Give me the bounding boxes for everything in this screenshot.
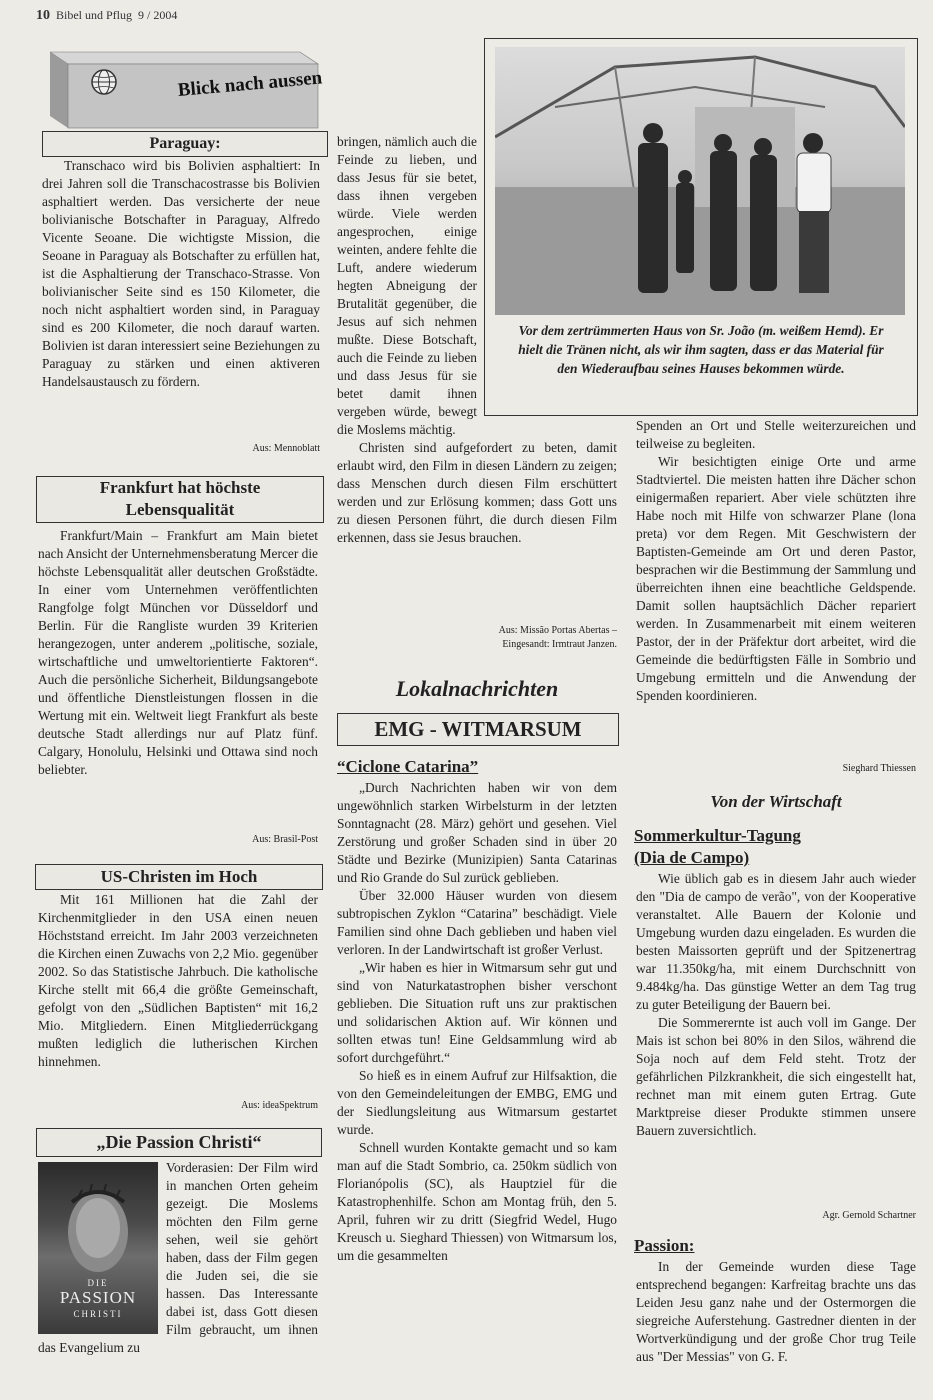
passion2-heading: Passion: [634,1236,695,1255]
emg-heading: EMG - WITMARSUM [374,717,582,741]
ciclone-p3: „Wir haben es hier in Witmarsum sehr gut und sind von Naturkatastrophen bisher verschont geblieben. Die Situation ruft uns zur praktischen und solidarischen Aktion auf. Wir können und sollten etwas tun! Eine Geldsammlung wird ab sofort durchgeführt.“ [337,960,617,1065]
poster-float-spacer [38,1159,166,1336]
frankfurt-article [38,527,318,779]
photo-scene [495,47,905,315]
uschristen-heading-box [35,864,323,890]
photo-caption: Vor dem zertrümmerten Haus von Sr. João (m. weißem Hemd). Er hielt die Tränen nicht, als wir ihm sagten, dass er das Material für den Wiederaufbau seines Hauses bekommen würde. [518,323,884,376]
ciclone-cont-p1: Spenden an Ort und Stelle weiterzureichen und teilweise zu begleiten. [636,418,916,451]
frankfurt-heading-line1: Frankfurt hat höchste [99,478,261,497]
passion-cont-text1: bringen, nämlich auch die Feinde zu lieben, und dass Jesus für sie betet, dass ihnen vergeben würde. Viele werden angesprochen, einige weinten, andere fehlte die Luft, andere wiederum hegten Abneigung der Brutalität gegenüber, die Jesus auf sich nehmen mußte. Diese Botschaft, auch die Feinde zu lieben und dass Jesus für sie betet damit ihnen vergeben würde, bewegt die Moslems mächtig. [337,134,477,437]
ciclone-p4: So hieß es in einem Aufruf zur Hilfsaktion, die von den Gemeindeleitungen der EMBG, EMG und der Siedlungsleitung aus Witmarsum gestartet wurde. [337,1068,617,1137]
paraguay-heading: Paraguay: [149,135,221,152]
passion-article [38,1159,318,1357]
passion-source-2: Eingesandt: Irmtraut Janzen. [502,639,617,650]
frankfurt-heading-box [36,476,324,523]
photo-box [484,38,918,416]
ciclone-continued [636,417,916,705]
paraguay-heading-box [42,131,328,157]
poster-title-1: DIE [87,1278,109,1288]
ciclone-p1: „Durch Nachrichten haben wir von dem ungewöhnlich starken Wirbelsturm in der letzten Sonntagnacht (28. März) gehört und gesehen. Viel Zerstörung und großer Schaden sind in über 20 Städte und Bezirke (Munizipien) Santa Catarinas und Rio Grande do Sul zurück geblieben. [337,780,617,885]
passion2-article [636,1258,916,1366]
uschristen-heading: US-Christen im Hoch [100,867,258,886]
issue-label: 9 / 2004 [138,8,178,22]
publication-name: Bibel und Pflug [56,8,133,22]
passion-cont-text2: Christen sind aufgefordert zu beten, damit erlaubt wird, den Film in diesen Ländern zu zeigen; dass Menschen durch diesen Film erschüttert werden und zur Erlösung kommen; dass Gott uns zu diesen Personen führt, die durch diesen Film erkennen, dass sie Jesus brauchen. [337,440,617,545]
paraguay-source: Aus: Mennoblatt [252,443,320,454]
uschristen-text: Mit 161 Millionen hat die Zahl der Kirchenmitglieder in den USA einen neuen Höchststand erreicht. Im Jahr 2003 verzeichneten die Kirchen einen Zuwachs von 2,2 Mio. gegenüber 2002. So das Statistische Jahrbuch. Die katholische Kirche stellt mit 66,4 die größte Gemeinschaft, gefolgt von den „Südlichen Baptisten“ mit 16,2 Mio. Mitgliedern. Einen Mitgliederrückgang mußten lediglich die lutherischen Kirchen hinnehmen. [38,892,318,1069]
paraguay-article [42,157,320,391]
section-banner [50,44,323,130]
ciclone-article [337,779,617,1265]
page-number: 10 [36,8,50,23]
paraguay-text: Transchaco wird bis Bolivien asphaltiert: In drei Jahren soll die Transchacostrasse bis Bolivien asphaltiert werden. Das versicherte der neue bolivianische Botschafter in Paraguay, Alfredo Vicente Seoane. Die wichtigste Mission, die Seoane in Paraguay als Botschafter zu erfüllen hat, ist die Asphaltierung der Transchaco-Strasse. Von bolivianischer Seite sind es 150 Kilometer, die noch nicht asphaltiert worden sind, in Paraguay sind es 200 Kilometer, die noch darauf warten. Bolivien ist daran interessiert seine Beziehungen zu Paraguay zu stärken und einen aktiveren Handelsaustausch zu fördern. [42,158,320,389]
poster-title-2: PASSION [59,1288,137,1307]
emg-heading-box [337,713,619,746]
destroyed-house-photo [495,47,905,315]
ciclone-heading: “Ciclone Catarina” [337,757,479,776]
ciclone-source: Sieghard Thiessen [842,763,916,774]
banner-label: Blick nach aussen [177,67,323,101]
passion-heading: „Die Passion Christi“ [96,1132,262,1152]
page-header [36,8,177,24]
sommer-source: Agr. Gernold Schartner [822,1210,916,1221]
uschristen-source: Aus: ideaSpektrum [241,1100,318,1111]
ciclone-p2: Über 32.000 Häuser wurden von diesem subtropischen Zyklon “Catarina” beschädigt. Viele Familien sind ohne Dach geblieben und haben viel verloren. In der Landwirtschaft ist großer Verlust. [337,888,617,957]
sommer-p2: Die Sommerernte ist auch voll im Gange. Der Mais ist schon bei 80% in den Silos, während die Soja noch auf dem Feld steht. Trotz der gefährlichen Pilzkrankheit, die sich eingestellt hat, rechnet man mit einem guten Ertrag. Gute Marktpreise dieser Produkte stimmen unsere Bauern zuversichtlich. [636,1015,916,1138]
passion2-p1: In der Gemeinde wurden diese Tage entsprechend begangen: Karfreitag brachte uns das Leiden Jesu ganz nahe und der Ostermorgen die siegreiche Auferstehung. Gastredner dienten in der Wortverkündigung und der große Chor trug Teile aus "Der Messias" von G. F. [636,1259,916,1364]
poster-title-3: CHRISTI [73,1309,123,1319]
sommer-article [636,870,916,1140]
wirtschaft-heading: Von der Wirtschaft [710,792,842,811]
passion-heading-box [36,1128,322,1157]
frankfurt-source: Aus: Brasil-Post [252,834,318,845]
sommer-heading-1: Sommerkultur-Tagung [634,826,801,845]
globe-icon [90,68,118,96]
sommer-p1: Wie üblich gab es in diesem Jahr auch wieder den "Dia de campo de verão", von der Kooperative veranstaltet. Alle Bauern der Kolonie und Umgebung wurden dazu eingeladen. Es wurden die besten Maissorten geprüft und der Spitzenertrag war 11.350kg/ha, mit einem Durchschnitt von 9.484kg/ha. Das günstige Wetter an dem Tag trug zu guter Beteiligung der Bauern bei. [636,871,916,1012]
uschristen-article [38,891,318,1071]
passion-source-1: Aus: Missão Portas Abertas – [498,625,617,636]
frankfurt-text: Frankfurt/Main – Frankfurt am Main bietet nach Ansicht der Unternehmensberatung Mercer die höchste Lebensqualität aller deutschen Großstädte. In einer vom Unternehmen veröffentlichten Rangfolge folgt München vor Düsseldorf und Berlin. Für die Rangliste wurden 39 Kriterien herangezogen, unter anderem „politische, soziale, wirtschaftliche und umweltorientierte Faktoren“. Auch die persönliche Sicherheit, Bildungsangebote und öffentliche Dienstleistungen flossen in die Wertung mit ein. Weltweit liegt Frankfurt als beste deutsche Stadt allerdings nur auf Platz fünf. Calgary, Honolulu, Helsinki und Ottawa sind noch beliebter. [38,528,318,777]
frankfurt-heading-line2: Lebensqualität [125,500,235,519]
lokal-heading: Lokalnachrichten [395,676,559,701]
sommer-heading-2: (Dia de Campo) [634,848,750,867]
ciclone-cont-p2: Wir besichtigten einige Orte und arme Stadtviertel. Die meisten hatten ihre Dächer schon einigermaßen repariert. Aber viele schützten ihre Habe noch mit Hilfe von schwarzer Plane (lona preta) vor dem Regen. Mit Geschwistern der Baptisten-Gemeinde am Ort und deren Pastor, besprachen wir die Bestimmung der Sammlung und überreichten ihnen eine beachtliche Geldspende. Damit sollen hauptsächlich Dächer repariert werden. In Zusammenarbeit mit einem weiteren Pastor, der in der Präfektur dort arbeitet, wird die Gemeinde die bedürftigsten Fälle in Sombrio und Umgebung ermitteln und die Anwendung der Spenden koordinieren. [636,454,916,703]
ciclone-p5: Schnell wurden Kontakte gemacht und so kam man auf die Stadt Sombrio, ca. 250km südlich von Florianópolis (SC), als Hauptziel für die Katastrophenhilfe. Schon am Montag früh, den 5. April, fuhren wir zu dritt (Siegfrid Wedel, Hugo Kreusch u. Sieghard Thiessen) von Witmarsum los, um die gesammelten [337,1140,617,1263]
passion-text: Vorderasien: Der Film wird in manchen Orten geheim gezeigt. Die Moslems möchten den Film gerne sehen, weil sie gehört haben, dass der Film gegen die Juden sei, die sie hassen. Das Interessante dabei ist, dass Gott diesen Film gebraucht, um ihnen das Evangelium zu [38,1160,318,1355]
